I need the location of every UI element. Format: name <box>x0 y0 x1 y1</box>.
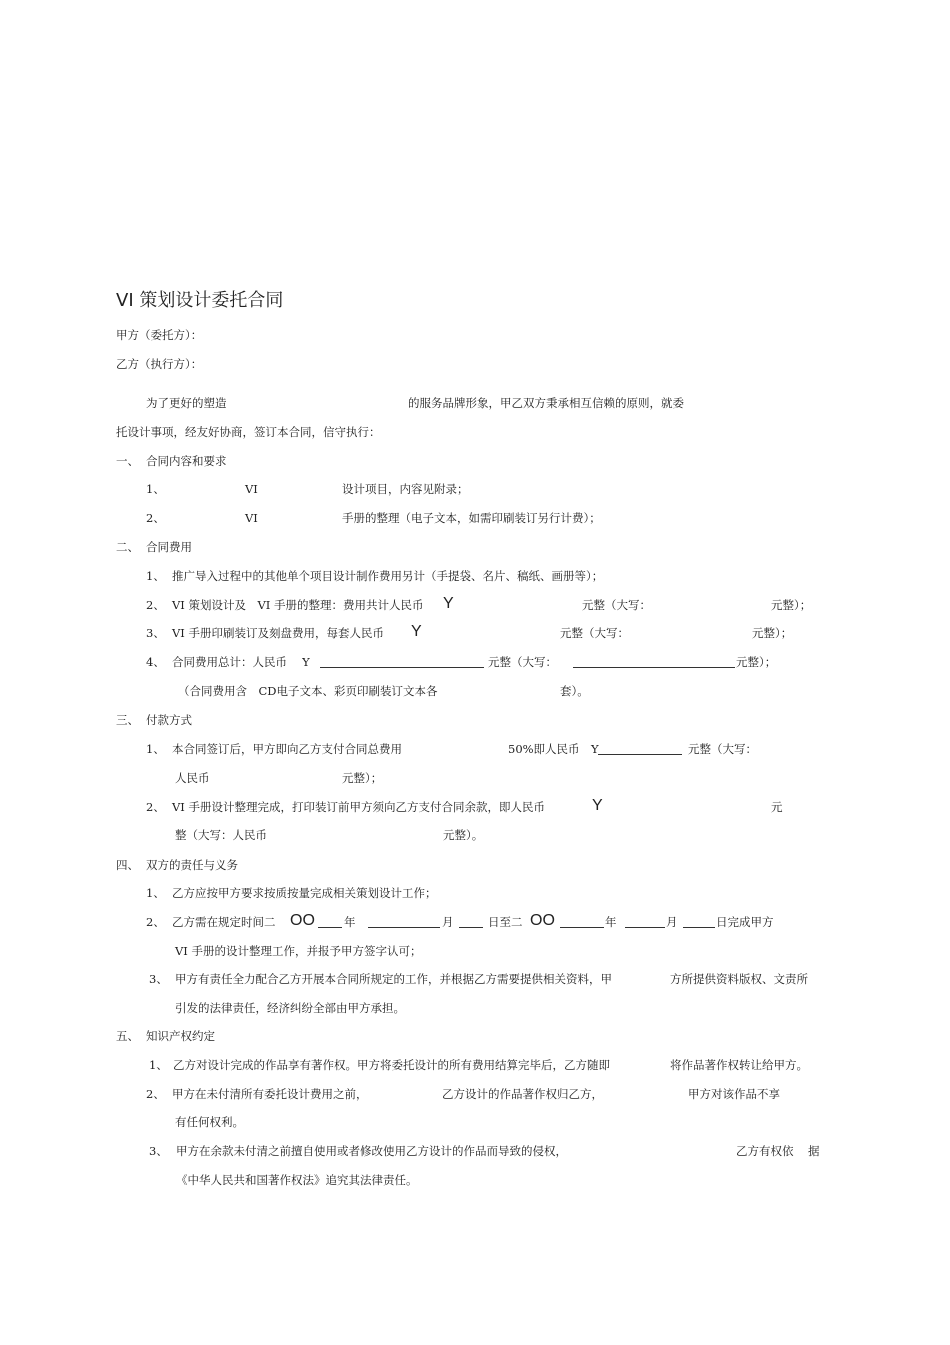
item-text: 据 <box>808 1144 820 1158</box>
item-text: 元整）； <box>342 771 383 785</box>
item-text: 套）。 <box>560 684 589 698</box>
item-text: 元整（大写： <box>560 626 629 640</box>
blank-line <box>683 927 715 928</box>
blank-line <box>459 927 483 928</box>
item-number: 3、 <box>149 972 168 986</box>
intro-text: 托设计事项，经友好协商，签订本合同，信守执行： <box>116 425 381 439</box>
item-text: 甲方在未付清所有委托设计费用之前， <box>172 1087 368 1101</box>
section-heading: 双方的责任与义务 <box>146 858 238 872</box>
intro-text: 为了更好的塑造 <box>146 396 227 410</box>
item-text: 手册的整理（电子文本，如需印刷装订另行计费）； <box>342 511 601 525</box>
item-text: 元整）； <box>736 655 777 669</box>
section-heading: 合同费用 <box>146 540 192 554</box>
item-text: 年 <box>605 915 617 929</box>
item-number: 2、 <box>146 1087 165 1101</box>
section-number: 四、 <box>116 858 139 872</box>
item-number: 1、 <box>146 742 165 756</box>
item-text: 引发的法律责任，经济纠纷全部由甲方承担。 <box>175 1001 405 1015</box>
item-number: 3、 <box>146 626 165 640</box>
section-heading: 付款方式 <box>146 713 192 727</box>
item-number: 1、 <box>146 886 165 900</box>
item-text: VI 手册印刷装订及刻盘费用，每套人民币 <box>172 626 385 640</box>
item-text: VI 手册设计整理完成，打印装订前甲方须向乙方支付合同余款，即人民币 <box>172 800 545 814</box>
item-text: VI 手册的设计整理工作，并报予甲方签字认可； <box>175 944 422 958</box>
blank-line <box>320 667 484 668</box>
item-text: 年 <box>344 915 356 929</box>
item-text: 元整）； <box>771 598 812 612</box>
date-prefix: OO <box>290 912 315 929</box>
item-number: 2、 <box>146 598 165 612</box>
item-text: 乙方有权依 <box>736 1144 794 1158</box>
section-number: 一、 <box>116 454 139 468</box>
item-text: 乙方对设计完成的作品享有著作权。甲方将委托设计的所有费用结算完毕后，乙方随即 <box>173 1058 610 1072</box>
item-number: 2、 <box>146 511 165 525</box>
item-number: 4、 <box>146 655 165 669</box>
item-text: 方所提供资料版权、文责所 <box>670 972 808 986</box>
item-text: VI <box>245 482 258 496</box>
date-prefix: OO <box>530 912 555 929</box>
item-text: 元整（大写： <box>582 598 651 612</box>
currency-symbol: Y <box>443 595 454 612</box>
item-text: 推广导入过程中的其他单个项目设计制作费用另计（手提袋、名片、稿纸、画册等）； <box>172 569 604 583</box>
party-a-label: 甲方（委托方）： <box>116 328 203 342</box>
section-number: 三、 <box>116 713 139 727</box>
item-text: 设计项目，内容见附录； <box>342 482 469 496</box>
item-text: VI <box>245 511 258 525</box>
currency-symbol: Y <box>411 623 422 640</box>
item-text: 将作品著作权转让给甲方。 <box>670 1058 808 1072</box>
intro-text: 的服务品牌形象，甲乙双方秉承相互信赖的原则，就委 <box>408 396 684 410</box>
item-text: 乙方设计的作品著作权归乙方， <box>442 1087 603 1101</box>
item-number: 2、 <box>146 800 165 814</box>
item-text: 日完成甲方 <box>716 915 774 929</box>
party-b-label: 乙方（执行方）： <box>116 357 203 371</box>
blank-line <box>318 927 342 928</box>
item-text: 有任何权利。 <box>175 1115 244 1129</box>
section-heading: 知识产权约定 <box>146 1029 215 1043</box>
item-text: 甲方在余款未付清之前擅自使用或者修改使用乙方设计的作品而导致的侵权， <box>176 1144 567 1158</box>
item-text: 《中华人民共和国著作权法》追究其法律责任。 <box>176 1173 418 1187</box>
item-text: 元整）。 <box>443 828 484 842</box>
blank-line <box>573 667 735 668</box>
blank-line <box>598 754 682 755</box>
item-text: 元整）； <box>752 626 793 640</box>
item-text: （合同费用含 CD电子文本、彩页印刷装订文本各 <box>178 684 438 698</box>
item-text: 甲方对该作品不享 <box>688 1087 780 1101</box>
item-text: 50%即人民币 Y <box>508 742 599 756</box>
item-number: 1、 <box>149 1058 168 1072</box>
item-number: 2、 <box>146 915 165 929</box>
item-text: 合同费用总计：人民币 Y <box>172 655 310 669</box>
item-text: 乙方需在规定时间二 <box>172 915 276 929</box>
item-text: 日至二 <box>488 915 523 929</box>
blank-line <box>560 927 604 928</box>
item-number: 1、 <box>146 482 165 496</box>
contract-title: VI 策划设计委托合同 <box>116 290 284 311</box>
item-text: 本合同签订后，甲方即向乙方支付合同总费用 <box>172 742 402 756</box>
item-text: VI 策划设计及 VI 手册的整理：费用共计人民币 <box>172 598 424 612</box>
item-text: 元 <box>771 800 783 814</box>
item-text: 元整（大写： <box>488 655 557 669</box>
item-number: 1、 <box>146 569 165 583</box>
section-number: 五、 <box>116 1029 139 1043</box>
section-number: 二、 <box>116 540 139 554</box>
item-text: 元整（大写： <box>688 742 757 756</box>
currency-symbol: Y <box>592 797 603 814</box>
item-text: 整（大写：人民币 <box>175 828 267 842</box>
item-text: 月 <box>666 915 678 929</box>
item-text: 乙方应按甲方要求按质按量完成相关策划设计工作； <box>172 886 437 900</box>
item-number: 3、 <box>149 1144 168 1158</box>
item-text: 月 <box>442 915 454 929</box>
item-text: 人民币 <box>175 771 210 785</box>
item-text: 甲方有责任全力配合乙方开展本合同所规定的工作，并根据乙方需要提供相关资料，甲 <box>175 972 612 986</box>
section-heading: 合同内容和要求 <box>146 454 227 468</box>
blank-line <box>625 927 665 928</box>
blank-line <box>368 927 440 928</box>
